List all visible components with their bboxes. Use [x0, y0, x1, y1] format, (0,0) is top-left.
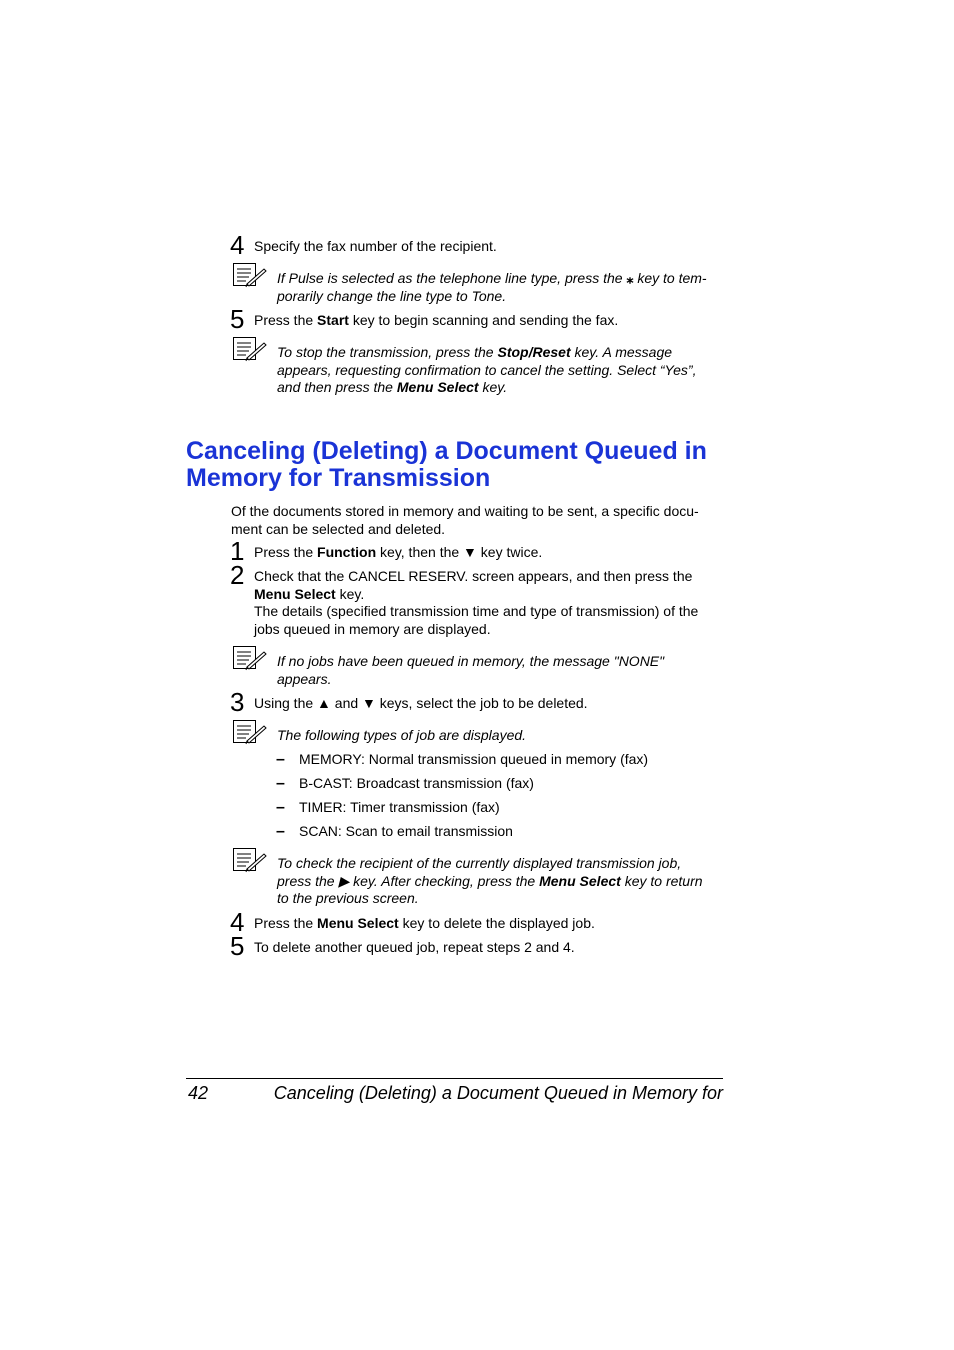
step-text: Press the Function key, then the ▼ key twice. [254, 544, 543, 560]
note-icon [232, 719, 268, 745]
note-icon [232, 847, 268, 873]
step-text: To delete another queued job, repeat steps 2 and 4. [254, 939, 575, 955]
step-number: 4 [230, 230, 245, 260]
dash-bullet: – [276, 751, 285, 768]
dash-bullet: – [276, 775, 285, 792]
step-text: Check that the CANCEL RESERV. screen appears, and then press the Menu Select key. The details (specified transmission time and type of transmission) of the jobs queued in memory are displayed. [254, 568, 699, 637]
note-icon [232, 336, 268, 362]
step-number: 5 [230, 931, 245, 961]
asterisk-key-icon: ⁎ [626, 270, 634, 286]
step-number: 3 [230, 687, 245, 717]
footer-title: Canceling (Deleting) a Document Queued in Memory for [273, 1083, 723, 1103]
note-text: The following types of job are displayed. [277, 727, 527, 743]
step-text: Specify the fax number of the recipient. [254, 238, 497, 254]
list-item: – B-CAST: Broadcast transmission (fax) [276, 775, 534, 792]
step-number: 4 [230, 907, 245, 937]
footer-rule [186, 1078, 723, 1079]
list-item: – TIMER: Timer transmission (fax) [276, 799, 500, 816]
list-item: – MEMORY: Normal transmission queued in memory (fax) [276, 751, 649, 768]
note-text: If no jobs have been queued in memory, the message "NONE" appears. [277, 653, 665, 687]
intro-paragraph: Of the documents stored in memory and waiting to be sent, a specific docu- ment can be selected and deleted. [231, 503, 699, 537]
dash-bullet: – [276, 823, 285, 840]
step-text: Press the Start key to begin scanning and sending the fax. [254, 312, 619, 328]
section-heading: Canceling (Deleting) a Document Queued in Memory for Transmission [186, 437, 707, 492]
page-number: 42 [188, 1083, 209, 1103]
dash-bullet: – [276, 799, 285, 816]
step-text: Using the ▲ and ▼ keys, select the job to be deleted. [254, 695, 588, 711]
note-text: To stop the transmission, press the Stop/Reset key. A message appears, requesting confirmation to cancel the setting. Select “Yes”, and then press the Menu Select key. [277, 344, 697, 395]
note-text: To check the recipient of the currently displayed transmission job, press the ▶ key. After checking, press the Menu Select key to return to the previous screen. [277, 855, 703, 906]
step-number: 5 [230, 304, 245, 334]
step-text: Press the Menu Select key to delete the displayed job. [254, 915, 595, 931]
list-item: – SCAN: Scan to email transmission [276, 823, 513, 840]
step-number: 2 [230, 560, 245, 590]
note-icon [232, 262, 268, 288]
note-icon [232, 645, 268, 671]
step-number: 1 [230, 536, 245, 566]
note-text: If Pulse is selected as the telephone line type, press the ⁎ key to tem- porarily change the line type to Tone. [277, 270, 707, 304]
